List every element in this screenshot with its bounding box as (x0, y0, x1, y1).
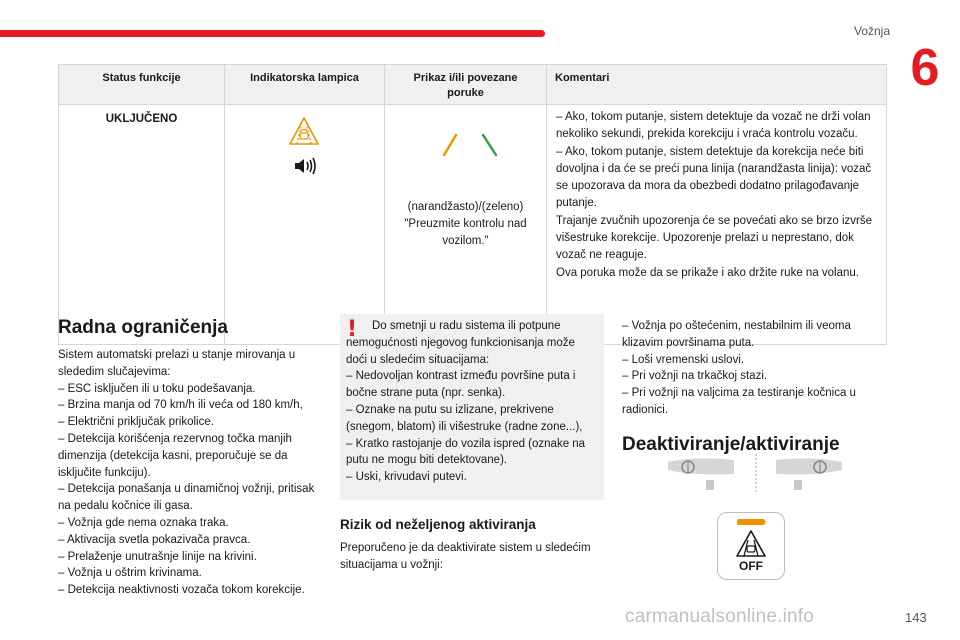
chapter-number: 6 (910, 39, 940, 97)
warning-icon: ! (347, 317, 358, 342)
warning-line: Do smetnji u radu sistema ili potpune nemogućnosti njegovog funkcionisanja može doći u sledećim situacijama: (346, 320, 575, 366)
right-line: – Pri vožnji na valjcima za testiranje kočnica u radionici. (622, 387, 856, 416)
header-lamp: Indikatorska lampica (225, 65, 385, 105)
lane-line-green-icon (483, 135, 496, 155)
lane-line-icons (441, 129, 501, 157)
header-message: Prikaz i/ili povezane poruke (385, 65, 547, 105)
speaker-icon (293, 157, 317, 175)
comment-line: Trajanje zvučnih upozorenja će se povećati ako se brzo izvrše višestruke korekcije. Upozorenje prelazi u neprestano, dok vozač ne reaguje. (556, 214, 872, 262)
limits-line: – ESC isključen ili u toku podešavanja. (58, 382, 256, 395)
message-text: (narandžasto)/(zeleno) "Preuzmite kontrolu nad vozilom." (404, 201, 527, 247)
comment-cell (547, 105, 887, 345)
status-cell: UKLJUČENO (59, 105, 225, 345)
warning-line: – Nedovoljan kontrast između površine puta i bočne strane puta (npr. senka). (346, 370, 576, 400)
section-title: Vožnja (853, 24, 890, 38)
limits-line: – Detekcija ponašanja u dinamičnoj vožnji, pritisak na pedalu kočnice ili gasa. (58, 483, 315, 513)
header-status: Status funkcije (59, 65, 225, 105)
warning-line: – Kratko rastojanje do vozila ispred (oznake na putu ne mogu biti detektovane). (346, 437, 586, 467)
page-number: 143 (905, 610, 927, 625)
limits-line: Sistem automatski prelazi u stanje mirovanja u slededim slučajevima: (58, 349, 296, 378)
limits-line: – Aktivacija svetla pokazivača pravca. (58, 533, 251, 546)
header-red-bar (0, 30, 545, 37)
limits-line: – Brzina manja od 70 km/h ili veća od 180 km/h, (58, 399, 303, 412)
lamp-cell (225, 105, 385, 345)
indicator-led (737, 519, 765, 525)
comment-line: Ova poruka može da se prikaže i ako držite ruke na volanu. (556, 266, 859, 279)
steering-wheel-illustration (664, 452, 848, 496)
comment-line: – Ako, tokom putanje, sistem detektuje da vozač ne drži volan nekoliko sekundi, prekida korekciju i vraća kontrolu vozaču. (556, 111, 871, 141)
risk-text: Preporučeno je da deaktivirate sistem u sledećim situacijama u vožnji: (340, 542, 591, 571)
limits-title: Radna ograničenja (58, 317, 228, 338)
warning-line: – Oznake na putu su izlizane, prekrivene (snegom, blatom) ili višestruke (radne zone...), (346, 403, 583, 433)
lane-keep-off-button-icon (734, 529, 768, 559)
limits-line: – Detekcija neaktivnosti vozača tokom korekcije. (58, 584, 305, 597)
lane-keep-warning-icon (287, 115, 321, 149)
comment-line: – Ako, tokom putanje, sistem detektuje da korekcija neće biti dovoljna i da će se preći puna linija (narandžasta linija): vozač se upozorava da mora da obezbedi dodatno prilagođavanje putanje. (556, 145, 872, 210)
deactivation-title: Deaktiviranje/aktiviranje (622, 433, 840, 455)
limits-line: – Vožnja u oštrim krivinama. (58, 567, 202, 580)
status-table (58, 64, 887, 345)
lane-line-orange-icon (444, 135, 456, 155)
limits-line: – Vožnja gde nema oznaka traka. (58, 516, 229, 529)
off-label: OFF (739, 559, 763, 573)
warning-line: – Uski, krivudavi putevi. (346, 471, 467, 484)
right-column (622, 318, 886, 457)
risk-section (340, 517, 604, 574)
header-comment: Komentari (547, 65, 887, 105)
message-cell (385, 105, 547, 345)
right-line: – Vožnja po oštećenim, nestabilnim ili veoma klizavim površinama puta. (622, 320, 851, 349)
watermark: carmanualsonline.info (625, 606, 815, 627)
right-line: – Loši vremenski uslovi. (622, 353, 745, 366)
warning-box (340, 314, 604, 500)
risk-title: Rizik od neželjenog aktiviranja (340, 517, 536, 532)
limits-column (58, 316, 326, 599)
limits-line: – Prelaženje unutrašnje linije na krivini. (58, 550, 257, 563)
table-row (59, 105, 887, 345)
lane-keep-off-button[interactable] (717, 512, 785, 580)
limits-line: – Detekcija korišćenja rezervnog točka manjih dimenzija (detekcija kasni, preporučuje se da isključite funkciju). (58, 432, 292, 479)
limits-line: – Električni priključak prikolice. (58, 416, 214, 429)
right-line: – Pri vožnji na trkačkoj stazi. (622, 370, 768, 383)
